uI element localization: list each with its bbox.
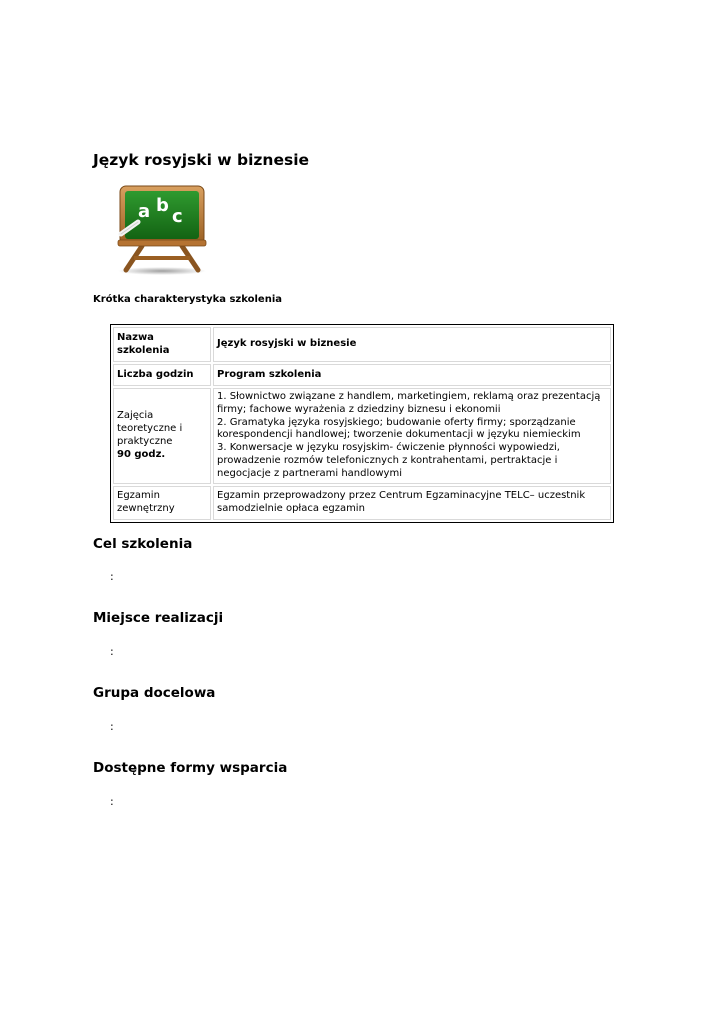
section-content: : [110, 570, 114, 583]
board-letter: c [172, 206, 183, 227]
table-cell-value: Egzamin przeprowadzony przez Centrum Egzaminacyjne TELC– uczestnik samodzielnie opłaca egzamin [213, 486, 611, 520]
board-letter: b [156, 195, 169, 216]
section-heading: Miejsce realizacji [93, 610, 224, 626]
training-info-table [110, 324, 614, 523]
table-cell-label: Liczba godzin [113, 364, 211, 386]
table-row [113, 388, 611, 484]
table-row [113, 327, 611, 362]
table-cell-label: Nazwa szkolenia [113, 327, 211, 362]
table-cell-value: Język rosyjski w biznesie [213, 327, 611, 362]
section-heading: Cel szkolenia [93, 536, 193, 552]
chalkboard-image [112, 184, 210, 278]
board-letter: a [138, 201, 151, 222]
section-content: : [110, 645, 114, 658]
section-content: : [110, 795, 114, 808]
activity-type: Zajęcia teoretyczne i praktyczne [117, 410, 183, 447]
table-cell-label [113, 388, 211, 484]
section-heading: Grupa docelowa [93, 685, 216, 701]
section-content: : [110, 720, 114, 733]
hours-value: 90 godz. [117, 448, 166, 460]
table-cell-value: Program szkolenia [213, 364, 611, 386]
table-row [113, 364, 611, 386]
table-row [113, 486, 611, 520]
document-title: Język rosyjski w biznesie [93, 151, 310, 169]
program-description: 1. Słownictwo związane z handlem, marketingiem, reklamą oraz prezentacją firmy; fachowe wyrażenia z dziedziny biznesu i ekonomii 2. Gramatyka języka rosyjskiego; budowanie oferty firmy; sporządzanie korespondencji handlowej; tworzenie dokumentacji w języku niemieckim 3. Konwersacje w języku rosyjskim- ćwiczenie płynności wypowiedzi, prowadzenie rozmów telefonicznych z kontrahentami, pertraktacje i negocjacje z partnerami handlowymi [213, 388, 611, 484]
section-heading: Dostępne formy wsparcia [93, 760, 288, 776]
section-subtitle: Krótka charakterystyka szkolenia [93, 294, 283, 305]
table-cell-label: Egzamin zewnętrzny [113, 486, 211, 520]
